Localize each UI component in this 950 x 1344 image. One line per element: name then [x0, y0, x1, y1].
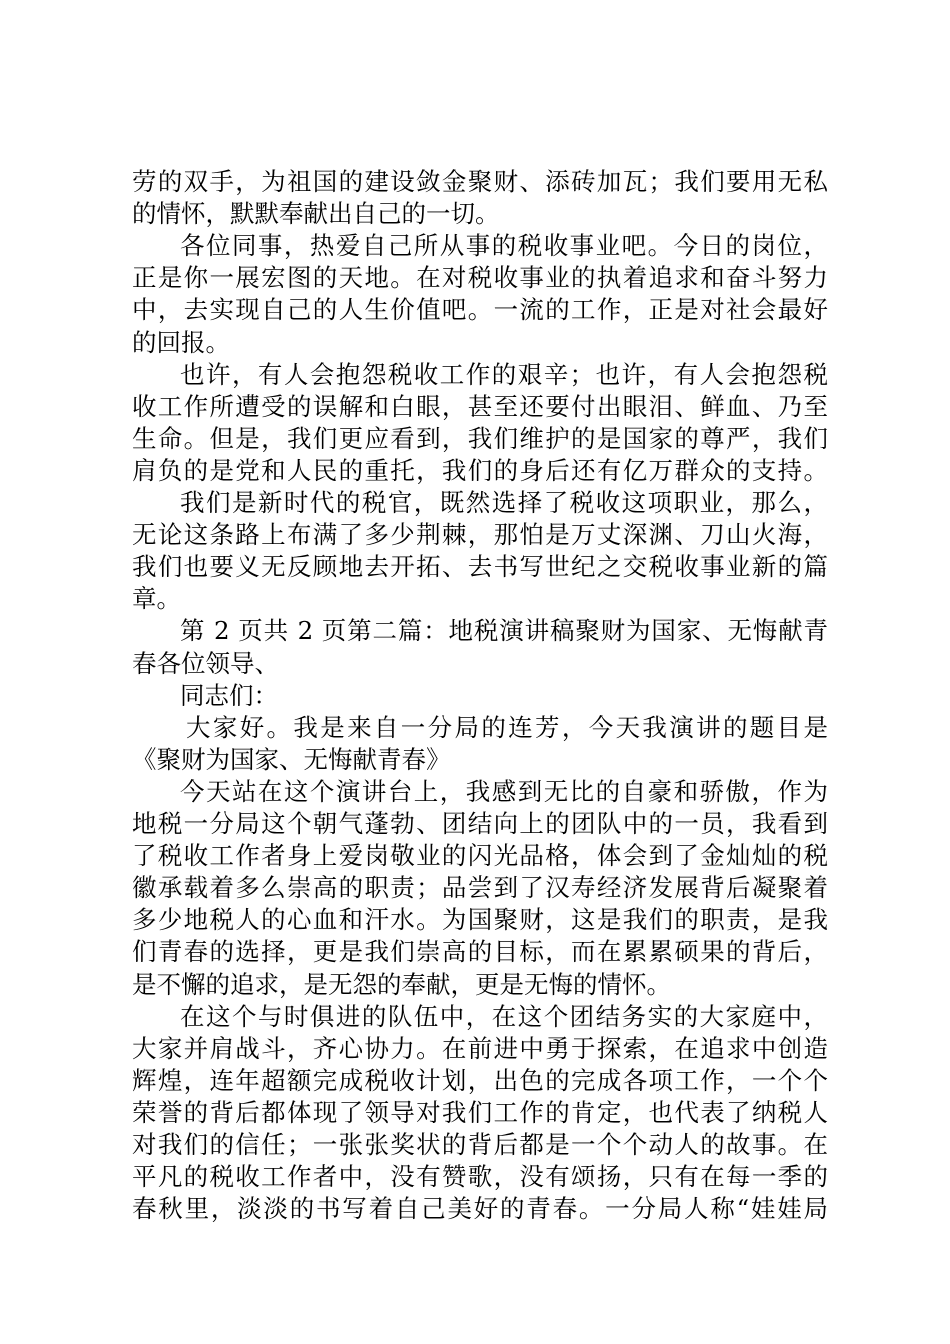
- text-line: 春各位领导、: [132, 648, 279, 678]
- document-page: [132, 164, 828, 1224]
- text-line: 徽承载着多么崇高的职责；品尝到了汉寿经济发展背后凝聚着: [132, 873, 828, 903]
- text-line: 的情怀，默默奉献出自己的一切。: [132, 199, 500, 229]
- text-line: 的回报。: [132, 327, 230, 357]
- text-line: 无论这条路上布满了多少荆棘，那怕是万丈深渊、刀山火海，: [132, 520, 828, 550]
- text-line: 地税一分局这个朝气蓬勃、团结向上的团队中的一员，我看到: [132, 809, 828, 838]
- text-line: 大家好。我是来自一分局的连芳，今天我演讲的题目是: [186, 712, 828, 742]
- text-line: 春秋里，淡淡的书写着自己美好的青春。一分局人称“娃娃局: [132, 1194, 828, 1224]
- text-line: 多少地税人的心血和汗水。为国聚财，这是我们的职责，是我: [132, 905, 828, 935]
- text-line: 章。: [132, 584, 181, 614]
- text-line: 肩负的是党和人民的重托，我们的身后还有亿万群众的支持。: [132, 455, 828, 485]
- text-line: 辉煌，连年超额完成税收计划，出色的完成各项工作，一个个: [132, 1065, 828, 1095]
- text-line: 了税收工作者身上爱岗敬业的闪光品格，体会到了金灿灿的税: [132, 841, 828, 871]
- text-line: 在这个与时俱进的队伍中，在这个团结务实的大家庭中，: [180, 1001, 828, 1031]
- text-line: 们青春的选择，更是我们崇高的目标，而在累累硕果的背后，: [132, 937, 828, 967]
- text-line: 对我们的信任；一张张奖状的背后都是一个个动人的故事。在: [132, 1130, 828, 1159]
- text-line: 我们也要义无反顾地去开拓、去书写世纪之交税收事业新的篇: [132, 552, 828, 582]
- text-line: 第 2 页共 2 页第二篇：地税演讲稿聚财为国家、无悔献青: [180, 616, 828, 646]
- text-line: 大家并肩战斗，齐心协力。在前进中勇于探索，在追求中创造: [132, 1033, 828, 1063]
- text-line: 《聚财为国家、无悔献青春》: [132, 744, 451, 774]
- text-line: 也许，有人会抱怨税收工作的艰辛；也许，有人会抱怨税: [180, 359, 828, 389]
- text-line: 平凡的税收工作者中，没有赞歌，没有颂扬，只有在每一季的: [132, 1162, 828, 1192]
- text-line: 收工作所遭受的误解和白眼，甚至还要付出眼泪、鲜血、乃至: [132, 391, 828, 421]
- text-line: 正是你一展宏图的天地。在对税收事业的执着追求和奋斗努力: [132, 263, 828, 293]
- text-line: 今天站在这个演讲台上，我感到无比的自豪和骄傲，作为: [180, 776, 828, 806]
- text-line: 劳的双手，为祖国的建设敛金聚财、添砖加瓦；我们要用无私: [132, 167, 828, 196]
- text-line: 我们是新时代的税官，既然选择了税收这项职业，那么，: [180, 488, 828, 517]
- text-line: 同志们：: [180, 680, 278, 710]
- text-line: 各位同事，热爱自己所从事的税收事业吧。今日的岗位，: [180, 231, 828, 261]
- text-line: 生命。但是，我们更应看到，我们维护的是国家的尊严，我们: [132, 423, 828, 453]
- text-line: 荣誉的背后都体现了领导对我们工作的肯定，也代表了纳税人: [132, 1097, 828, 1127]
- text-line: 中，去实现自己的人生价值吧。一流的工作，正是对社会最好: [132, 295, 828, 325]
- text-line: 是不懈的追求，是无怨的奉献，更是无悔的情怀。: [132, 969, 671, 999]
